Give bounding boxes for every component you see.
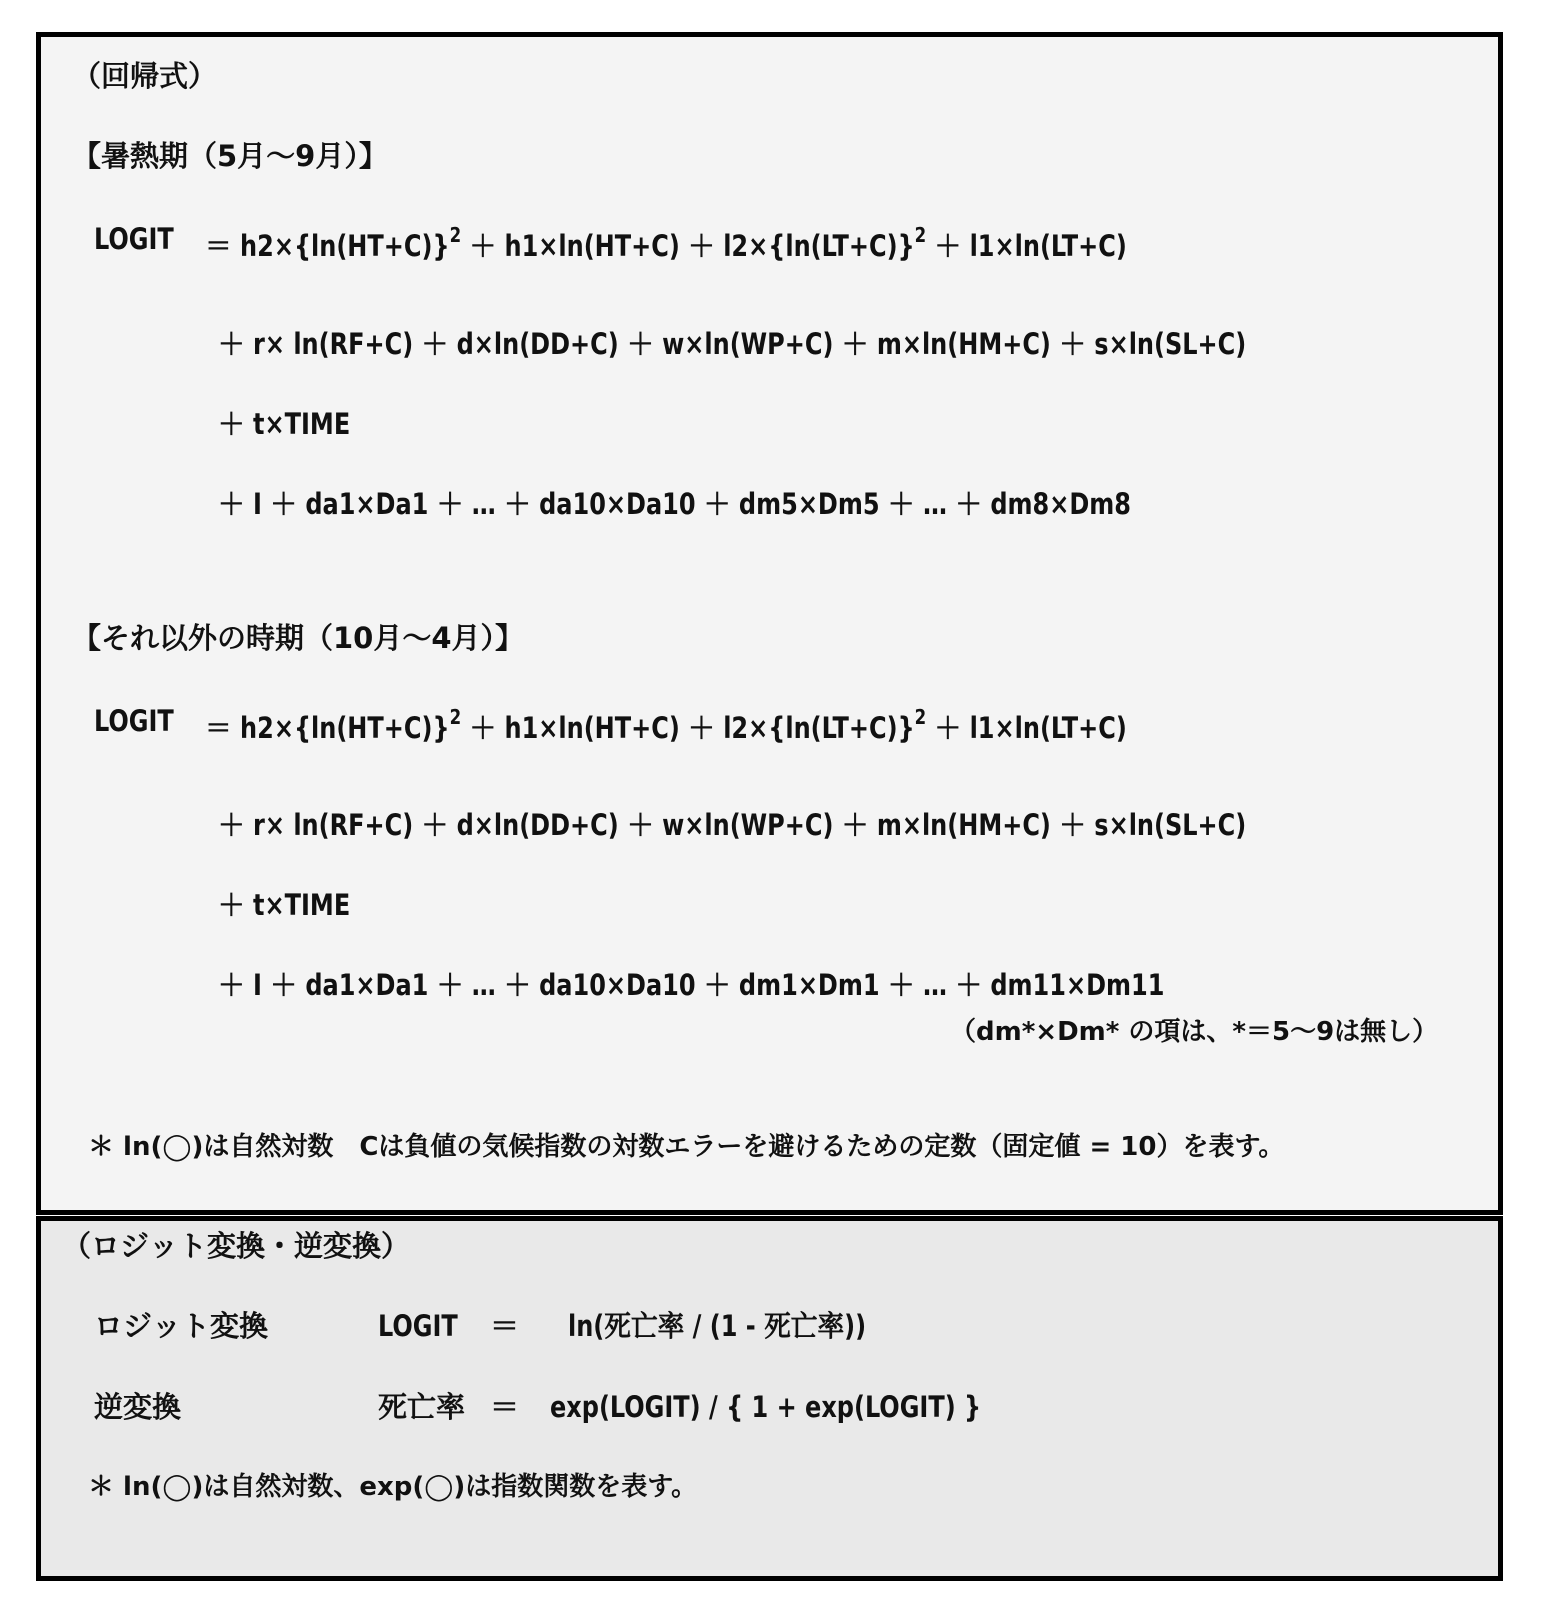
other-lhs: LOGIT	[94, 704, 174, 738]
transform-label: ロジット変換	[94, 1309, 269, 1343]
regression-heading: （回帰式）	[72, 59, 218, 93]
inverse-equals: ＝	[490, 1390, 520, 1424]
logit-heading: （ロジット変換・逆変換）	[62, 1229, 411, 1263]
inverse-lhs: 死亡率	[378, 1390, 466, 1424]
logit-footnote: ＊ ln(◯)は自然対数、exp(◯)は指数関数を表す。	[88, 1472, 698, 1502]
other-formula-line-1: ＝ $h2\times\{\ln(HT+C)\}^2 + h1\times\ln(HT+C) + l2\times\{\ln(LT+C)\}^2 + l1\times\ln(LT+C)$	[205, 705, 1127, 745]
other-heading: 【それ以外の時期（10月～4月）】	[72, 621, 525, 655]
other-formula-note: （dm*×Dm* の項は、*＝5～9は無し）	[950, 1017, 1439, 1047]
regression-footnote: ＊ ln(◯)は自然対数 Cは負値の気候指数の対数エラーを避けるための定数（固定値 = 10）を表す。	[88, 1132, 1285, 1162]
summer-formula-line-1: ＝ $h2\times\{\ln(HT+C)\}^2 + h1\times\ln(HT+C) + l2\times\{\ln(LT+C)\}^2 + l1\times\ln(LT+C)$	[205, 223, 1127, 263]
inverse-rhs: exp(LOGIT) / { 1 + exp(LOGIT) }	[550, 1390, 982, 1424]
summer-formula-line-4: ＋ I ＋ da1×Da1 ＋ … ＋ da10×Da10 ＋ dm5×Dm5 ＋ … ＋ dm8×Dm8	[218, 487, 1132, 521]
summer-heading: 【暑熱期（5月～9月）】	[72, 139, 388, 173]
other-formula-line-4: ＋ I ＋ da1×Da1 ＋ … ＋ da10×Da10 ＋ dm1×Dm1 ＋ … ＋ dm11×Dm11	[218, 968, 1165, 1002]
transform-rhs: ln(死亡率 / (1 - 死亡率))	[568, 1309, 867, 1343]
transform-lhs: LOGIT	[378, 1309, 458, 1343]
summer-formula-line-3: ＋ t×TIME	[218, 407, 351, 441]
summer-formula-line-2: ＋ r× ln(RF+C) ＋ d×ln(DD+C) ＋ w×ln(WP+C) ＋ m×ln(HM+C) ＋ s×ln(SL+C)	[218, 327, 1247, 361]
transform-equals: ＝	[490, 1309, 520, 1343]
summer-lhs: LOGIT	[94, 222, 174, 256]
inverse-label: 逆変換	[94, 1390, 182, 1424]
other-formula-line-2: ＋ r× ln(RF+C) ＋ d×ln(DD+C) ＋ w×ln(WP+C) ＋ m×ln(HM+C) ＋ s×ln(SL+C)	[218, 808, 1247, 842]
other-formula-line-3: ＋ t×TIME	[218, 888, 351, 922]
